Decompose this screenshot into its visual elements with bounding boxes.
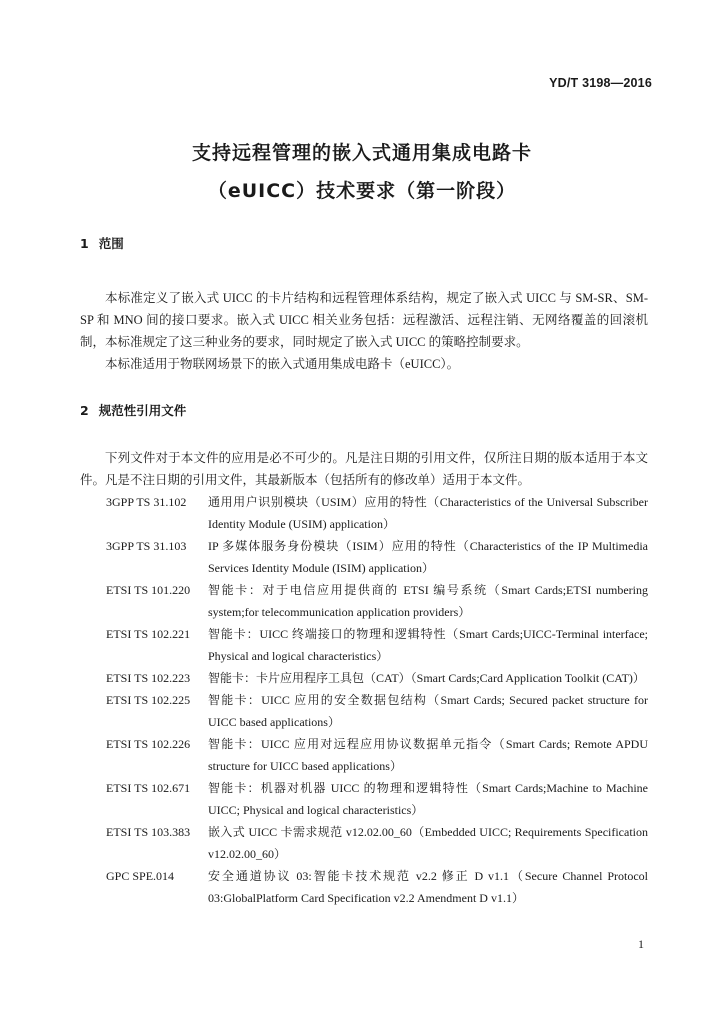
document-title-line2: （eUICC）技术要求（第一阶段）: [207, 180, 517, 202]
reference-code: ETSI TS 102.221: [106, 627, 191, 641]
reference-title: 智能卡：卡片应用程序工具包（CAT）（Smart Cards;Card Application Toolkit (CAT)）: [208, 671, 645, 685]
reference-item: [80, 579, 648, 623]
reference-item: [80, 535, 648, 579]
section-title: 范围: [98, 236, 124, 251]
reference-code: ETSI TS 103.383: [106, 825, 191, 839]
section-2-intro: 下列文件对于本文件的应用是必不可少的。凡是注日期的引用文件，仅所注日期的版本适用于本文件。凡是不注日期的引用文件，其最新版本（包括所有的修改单）适用于本文件。: [80, 451, 648, 487]
reference-item: [80, 865, 648, 909]
reference-title: 智能卡：UICC 终端接口的物理和逻辑特性（Smart Cards;UICC-Terminal interface; Physical and logical characteristics）: [208, 627, 648, 663]
reference-title: 嵌入式 UICC 卡需求规范 v12.02.00_60（Embedded UICC; Requirements Specification v12.02.00_60）: [208, 825, 648, 861]
section-1-paragraph-2: 本标准适用于物联网场景下的嵌入式通用集成电路卡（eUICC）。: [105, 357, 460, 371]
reference-item: [80, 733, 648, 777]
reference-item: [80, 777, 648, 821]
reference-item: [80, 623, 648, 667]
reference-code: ETSI TS 102.671: [106, 781, 191, 795]
reference-code: ETSI TS 102.225: [106, 693, 191, 707]
reference-item: [80, 491, 648, 535]
reference-list: [80, 491, 648, 909]
reference-code: 3GPP TS 31.103: [106, 539, 187, 553]
section-title: 规范性引用文件: [98, 403, 187, 418]
page-number: 1: [638, 937, 644, 951]
reference-item: [80, 667, 648, 689]
reference-code: ETSI TS 101.220: [106, 583, 191, 597]
section-2-heading: [80, 401, 186, 419]
reference-code: ETSI TS 102.223: [106, 671, 191, 685]
reference-title: 安全通道协议 03:智能卡技术规范 v2.2 修正 D v1.1（Secure Channel Protocol 03:GlobalPlatform Card Specification v2.2 Amendment D v1.1）: [208, 869, 648, 905]
reference-item: [80, 689, 648, 733]
document-title-line1: 支持远程管理的嵌入式通用集成电路卡: [191, 142, 532, 164]
reference-title: IP 多媒体服务身份模块（ISIM）应用的特性（Characteristics of the IP Multimedia Services Identity Module (ISIM) application）: [208, 539, 648, 575]
reference-title: 智能卡：UICC 应用对远程应用协议数据单元指令（Smart Cards; Remote APDU structure for UICC based applications）: [208, 737, 648, 773]
reference-title: 通用用户识别模块（USIM）应用的特性（Characteristics of the Universal Subscriber Identity Module (USIM) application）: [208, 495, 648, 531]
reference-title: 智能卡：对于电信应用提供商的 ETSI 编号系统（Smart Cards;ETSI numbering system;for telecommunication application providers）: [208, 583, 648, 619]
reference-title: 智能卡：机器对机器 UICC 的物理和逻辑特性（Smart Cards;Machine to Machine UICC; Physical and logical characteristics）: [208, 781, 648, 817]
reference-code: GPC SPE.014: [106, 869, 175, 883]
section-number: 1: [80, 236, 89, 251]
reference-code: ETSI TS 102.226: [106, 737, 191, 751]
document-code: YD/T 3198—2016: [549, 76, 652, 90]
reference-item: [80, 821, 648, 865]
reference-code: 3GPP TS 31.102: [106, 495, 187, 509]
section-1-heading: [80, 234, 124, 252]
reference-title: 智能卡：UICC 应用的安全数据包结构（Smart Cards; Secured packet structure for UICC based applications）: [208, 693, 648, 729]
section-1-paragraph-1: 本标准定义了嵌入式 UICC 的卡片结构和远程管理体系结构，规定了嵌入式 UICC 与 SM-SR、SM-SP 和 MNO 间的接口要求。嵌入式 UICC 相关业务包括：远程激活、远程注销、无网络覆盖的回滚机制，本标准规定了这三种业务的要求，同时规定了嵌入式 UICC 的策略控制要求。: [80, 291, 648, 349]
section-number: 2: [80, 403, 89, 418]
